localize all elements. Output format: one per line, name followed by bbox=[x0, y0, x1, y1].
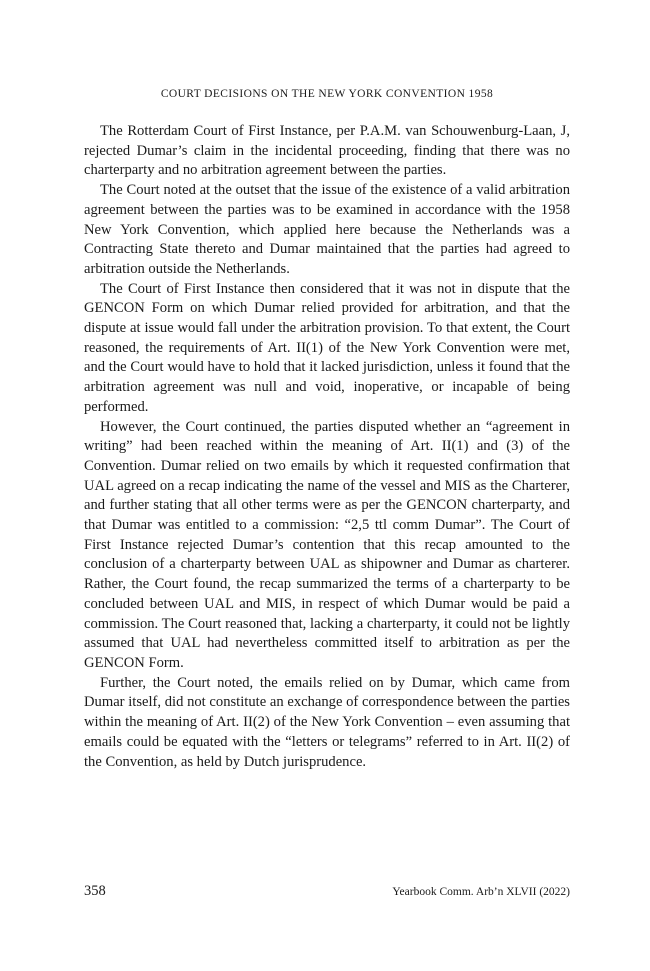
page-number: 358 bbox=[84, 883, 106, 899]
running-head: COURT DECISIONS ON THE NEW YORK CONVENTION 1958 bbox=[160, 88, 494, 100]
source-citation: Yearbook Comm. Arb’n XLVII (2022) bbox=[392, 886, 570, 898]
paragraph-emails: Further, the Court noted, the emails relied on by Dumar, which came from Dumar itself, did not constitute an exchange of correspondence between the parties within the meaning of Art. II(2) of the New York Convention – even assuming that emails could be equated with the “letters or telegrams” referred to in Art. II(2) of the Convention, as held by Dutch jurisprudence. bbox=[84, 674, 570, 770]
paragraph-agreement-in-writing: However, the Court continued, the parties disputed whether an “agreement in writing” had been reached within the meaning of Art. II(1) and (3) of the Convention. Dumar relied on two emails by which it requested confirmation that UAL agreed on a recap indicating the name of the vessel and MIS as the Charterer, and further stating that all other terms were as per the GENCON charterparty, and that Dumar was entitled to a commission: “2,5 ttl comm Dumar”. The Court of First Instance rejected Dumar’s contention that this recap amounted to the conclusion of a charterparty between UAL as shipowner and Dumar as charterer. Rather, the Court found, the recap summarized the terms of a charterparty to be concluded between UAL and MIS, in respect of which Dumar would be paid a commission. The Court reasoned that, lacking a charterparty, it could not be lightly assumed that UAL had nevertheless committed itself to arbitration as per the GENCON Form. bbox=[84, 418, 570, 671]
paragraph-applicable-convention: The Court noted at the outset that the issue of the existence of a valid arbitration agreement between the parties was to be examined in accordance with the 1958 New York Convention, which applied here because the Netherlands was a Contracting State thereto and Dumar maintained that the parties had agreed to arbitration outside the Netherlands. bbox=[84, 182, 570, 277]
body-text bbox=[84, 122, 570, 772]
paragraph-gencon-form: The Court of First Instance then considered that it was not in dispute that the GENCON Form on which Dumar relied provided for arbitration, and that the dispute at issue would fall under the arbitration provision. To that extent, the Court reasoned, the requirements of Art. II(1) of the New York Convention were met, and the Court would have to hold that it lacked jurisdiction, unless it found that the arbitration agreement was null and void, inoperative, or incapable of being performed. bbox=[84, 280, 570, 415]
paragraph-court-ruling: The Rotterdam Court of First Instance, per P.A.M. van Schouwenburg-Laan, J, rejected Dumar’s claim in the incidental proceeding, finding that there was no charterparty and no arbitration agreement between the parties. bbox=[84, 123, 570, 179]
